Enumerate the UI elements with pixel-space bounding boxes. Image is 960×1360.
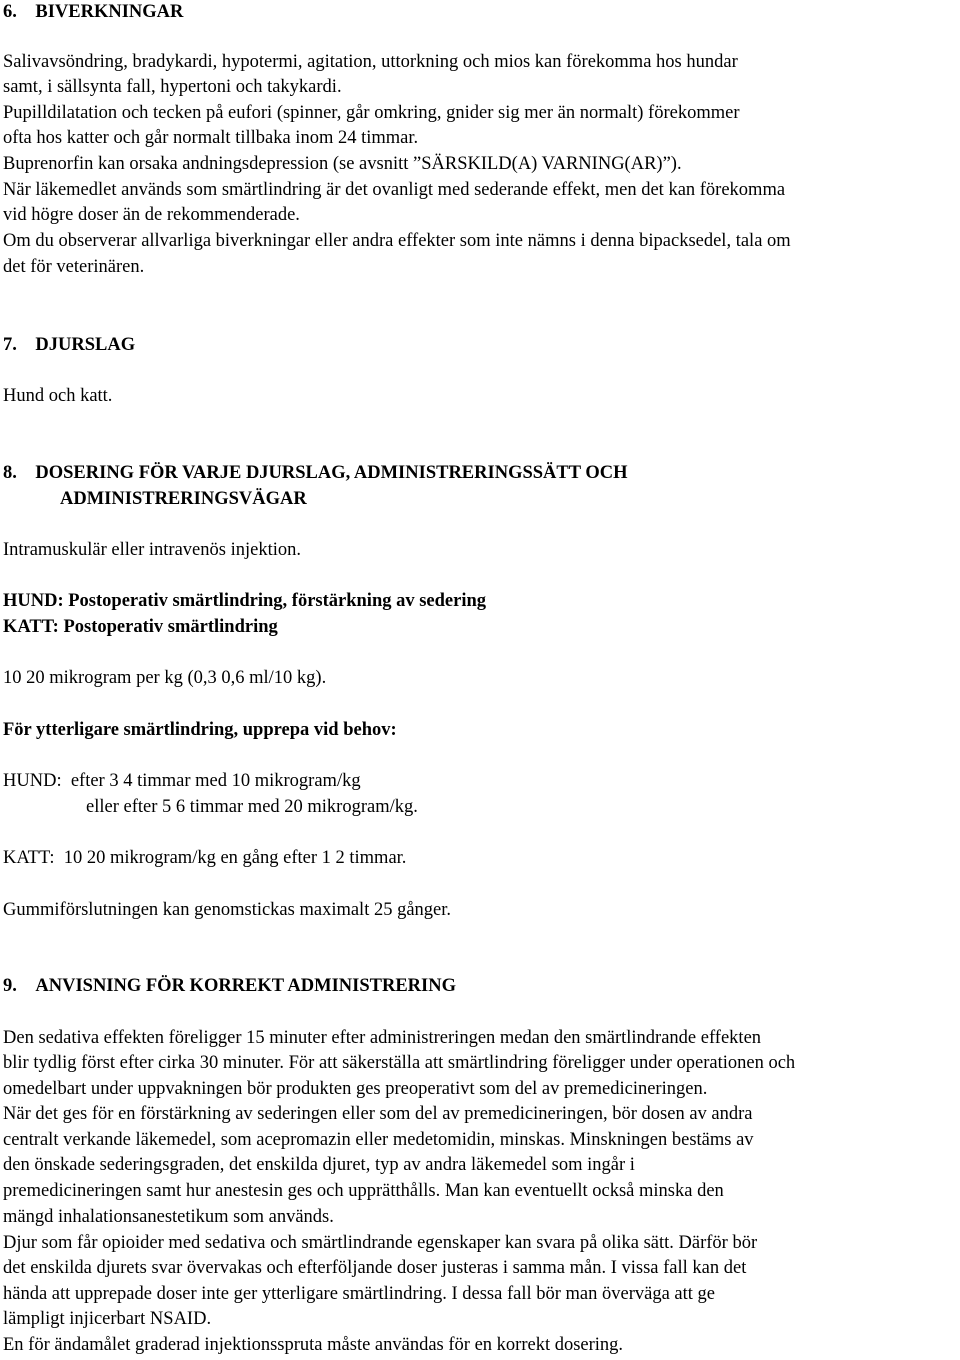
section-9-line: mängd inhalationsanestetikum som används. [3, 1207, 334, 1227]
hund-indication: HUND: Postoperativ smärtlindring, förstärkning av sedering [3, 591, 487, 611]
section-6-heading: 6. BIVERKNINGAR [3, 2, 184, 22]
section-6-line: När läkemedlet används som smärtlindring är det ovanligt med sederande effekt, men det kan förekomma [3, 180, 786, 200]
section-9-heading: 9. ANVISNING FÖR KORREKT ADMINISTRERING [3, 976, 456, 996]
section-6-line: Pupilldilatation och tecken på eufori (spinner, går omkring, gnider sig mer än normalt) förekommer [3, 103, 740, 123]
section-9-line: blir tydlig först efter cirka 30 minuter. För att säkerställa att smärtlindring föreligger under operationen och [3, 1053, 796, 1073]
section-6-line: Om du observerar allvarliga biverkningar eller andra effekter som inte nämns i denna bipacksedel, tala om [3, 231, 791, 251]
section-9-line: centralt verkande läkemedel, som acepromazin eller medetomidin, minskas. Minskningen bestäms av [3, 1130, 754, 1150]
section-9-line: Den sedativa effekten föreligger 15 minuter efter administreringen medan den smärtlindrande effekten [3, 1028, 762, 1048]
route-text: Intramuskulär eller intravenös injektion. [3, 540, 301, 560]
section-6-line: Buprenorfin kan orsaka andningsdepression (se avsnitt ”SÄRSKILD(A) VARNING(AR)”). [3, 154, 682, 174]
section-9-line: hända att upprepade doser inte ger ytterligare smärtlindring. I dessa fall bör man överväga att ge [3, 1284, 715, 1304]
section-9-line: En för ändamålet graderad injektionsspruta måste användas för en korrekt dosering. [3, 1335, 624, 1355]
section-9-line: det enskilda djurets svar övervakas och efterföljande doser justeras i samma mån. I vissa fall kan det [3, 1258, 747, 1278]
section-9-line: lämpligt injicerbart NSAID. [3, 1309, 212, 1329]
hund-repeat-line-1: HUND: efter 3 4 timmar med 10 mikrogram/kg [3, 771, 361, 791]
section-6-line: Salivavsöndring, bradykardi, hypotermi, agitation, uttorkning och mios kan förekomma hos hundar [3, 52, 738, 72]
section-9-line: Djur som får opioider med sedativa och smärtlindrande egenskaper kan svara på olika sätt. Därför bör [3, 1233, 758, 1253]
stopper-text: Gummiförslutningen kan genomstickas maximalt 25 gånger. [3, 900, 452, 920]
section-8-heading-cont: ADMINISTRERINGSVÄGAR [60, 489, 307, 509]
section-9-line: premedicineringen samt hur anestesin ges och upprätthålls. Man kan eventuellt också minska den [3, 1181, 724, 1201]
section-8-heading: 8. DOSERING FÖR VARJE DJURSLAG, ADMINISTRERINGSSÄTT OCH [3, 463, 628, 483]
section-7-heading: 7. DJURSLAG [3, 335, 136, 355]
katt-indication: KATT: Postoperativ smärtlindring [3, 617, 278, 637]
section-9-line: omedelbart under uppvakningen bör produkten ges preoperativt som del av premedicineringen. [3, 1079, 708, 1099]
hund-repeat-line-2: eller efter 5 6 timmar med 20 mikrogram/kg. [86, 797, 418, 817]
section-6-line: ofta hos katter och går normalt tillbaka inom 24 timmar. [3, 128, 419, 148]
section-6-line: samt, i sällsynta fall, hypertoni och takykardi. [3, 77, 342, 97]
section-9-line: När det ges för en förstärkning av sederingen eller som del av premedicineringen, bör dosen av andra [3, 1104, 753, 1124]
repeat-heading: För ytterligare smärtlindring, upprepa vid behov: [3, 720, 397, 740]
species-text: Hund och katt. [3, 386, 113, 406]
section-6-line: det för veterinären. [3, 257, 145, 277]
katt-repeat: KATT: 10 20 mikrogram/kg en gång efter 1 2 timmar. [3, 848, 407, 868]
section-9-line: den önskade sederingsgraden, det enskilda djuret, typ av andra läkemedel som ingår i [3, 1155, 635, 1175]
dose-text: 10 20 mikrogram per kg (0,3 0,6 ml/10 kg). [3, 668, 327, 688]
section-6-line: vid högre doser än de rekommenderade. [3, 205, 300, 225]
